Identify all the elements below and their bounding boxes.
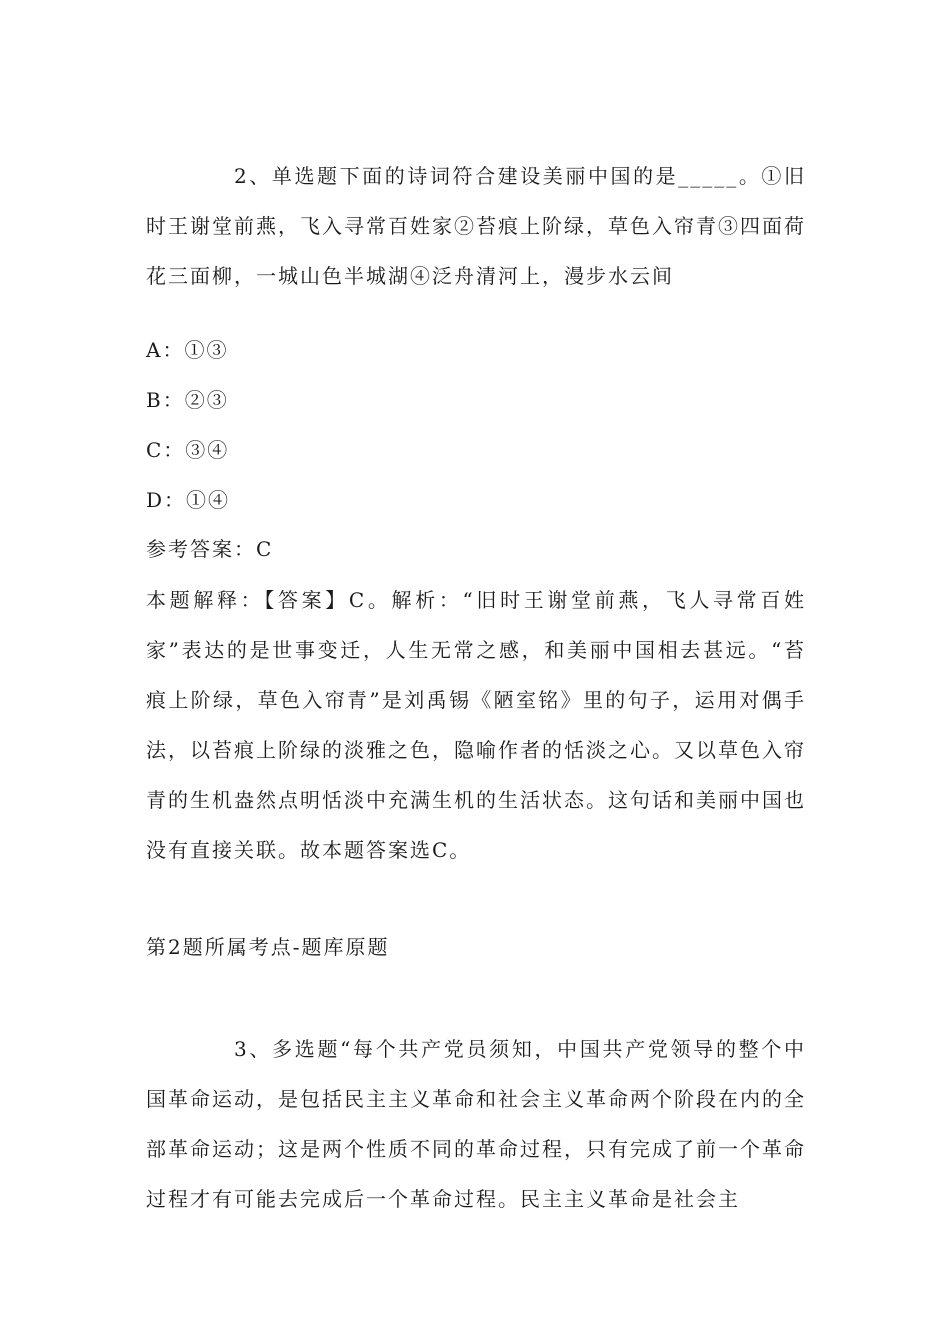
option-d: D：①④ bbox=[146, 488, 231, 512]
question-2-explanation: 本题解释：【答案】C。解析：“旧时王谢堂前燕，飞人寻常百姓家”表达的是世事变迁，人生无常之感，和美丽中国相去甚远。“苔痕上阶绿，草色入帘青”是刘禹锡《陋室铭》里的句子，运用对偶手法，以苔痕上阶绿的淡雅之色，隐喻作者的恬淡之心。又以草色入帘青的生机盎然点明恬淡中充满生机的生活状态。这句话和美丽中国也没有直接关联。故本题答案选C。 bbox=[146, 588, 806, 862]
reference-answer: 参考答案：C bbox=[146, 537, 274, 561]
question-2-stem: 2、单选题下面的诗词符合建设美丽中国的是_____。①旧时王谢堂前燕，飞入寻常百姓家②苔痕上阶绿，草色入帘青③四面荷花三面柳，一城山色半城湖④泛舟清河上，漫步水云间 bbox=[146, 164, 806, 288]
question-2-topic: 第2题所属考点-题库原题 bbox=[146, 935, 390, 959]
option-a: A：①③ bbox=[146, 338, 229, 362]
question-3-stem: 3、多选题“每个共产党员须知，中国共产党领导的整个中国革命运动，是包括民主主义革命和社会主义革命两个阶段在内的全部革命运动；这是两个性质不同的革命过程，只有完成了前一个革命过程才有可能去完成后一个革命过程。民主主义革命是社会主 bbox=[146, 1037, 806, 1211]
option-b: B：②③ bbox=[146, 388, 229, 412]
option-c: C：③④ bbox=[146, 438, 230, 462]
